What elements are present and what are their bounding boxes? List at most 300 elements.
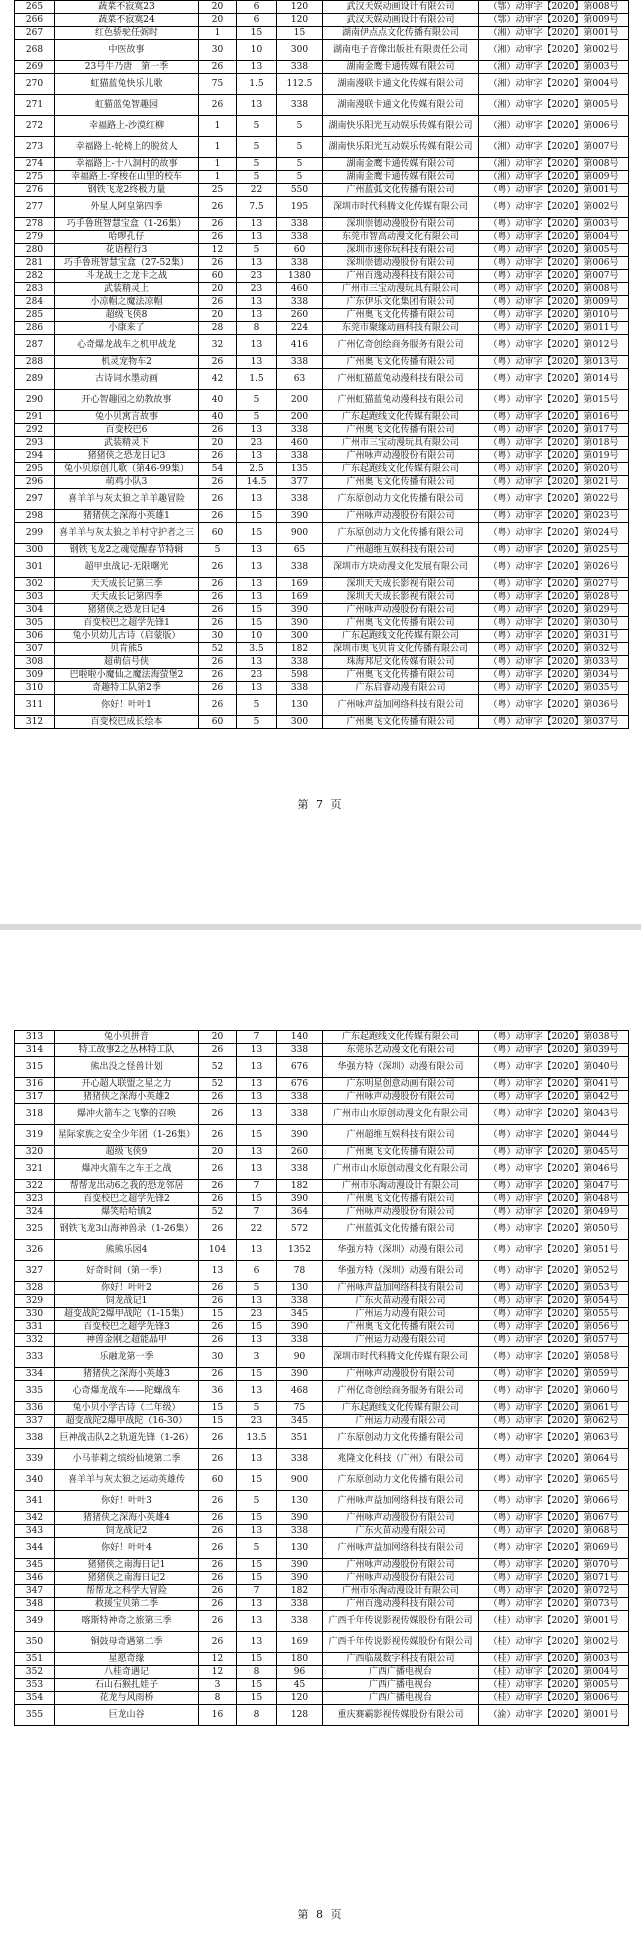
- table-row: [15, 1415, 629, 1428]
- cell-num: 269: [15, 61, 55, 74]
- cell-approval: （湘）动审字【2020】第009号: [479, 171, 629, 184]
- cell-episodes: 26: [199, 1428, 237, 1449]
- cell-producer: 广州咏声动漫股份有限公司: [323, 1572, 479, 1585]
- cell-title: 你好！叶叶3: [55, 1491, 199, 1512]
- cell-producer: 广州市乐淘动漫设计有限公司: [323, 1585, 479, 1598]
- cell-num: 314: [15, 1044, 55, 1057]
- cell-approval: （粤）动审字【2020】第024号: [479, 523, 629, 544]
- cell-title: 小康来了: [55, 322, 199, 335]
- cell-approval: （粤）动审字【2020】第036号: [479, 695, 629, 716]
- cell-minutes: 13: [237, 335, 277, 356]
- cell-approval: （粤）动审字【2020】第057号: [479, 1334, 629, 1347]
- cell-num: 284: [15, 296, 55, 309]
- cell-approval: （桂）动审字【2020】第001号: [479, 1611, 629, 1632]
- cell-num: 283: [15, 283, 55, 296]
- table-row: [15, 390, 629, 411]
- cell-title: 开心智趣园之幼教故事: [55, 390, 199, 411]
- table-row: [15, 218, 629, 231]
- cell-minutes: 15: [237, 1692, 277, 1705]
- table-row: [15, 1180, 629, 1193]
- table-row: [15, 510, 629, 523]
- cell-approval: （桂）动审字【2020】第005号: [479, 1679, 629, 1692]
- cell-total: 364: [277, 1206, 323, 1219]
- cell-producer: 广州奥飞文化传播有限公司: [323, 476, 479, 489]
- cell-num: 349: [15, 1611, 55, 1632]
- cell-minutes: 5: [237, 390, 277, 411]
- cell-title: 兔小贝小学古诗（二年级）: [55, 1402, 199, 1415]
- cell-num: 270: [15, 74, 55, 95]
- cell-approval: （粤）动审字【2020】第003号: [479, 218, 629, 231]
- page-separator: [0, 924, 641, 930]
- cell-minutes: 8: [237, 1666, 277, 1679]
- cell-episodes: 75: [199, 74, 237, 95]
- cell-episodes: 20: [199, 1, 237, 14]
- cell-total: 390: [277, 1572, 323, 1585]
- cell-episodes: 26: [199, 617, 237, 630]
- cell-num: 350: [15, 1632, 55, 1653]
- cell-producer: 广东起跑线文化传媒有限公司: [323, 1402, 479, 1415]
- cell-minutes: 13: [237, 424, 277, 437]
- cell-num: 333: [15, 1347, 55, 1368]
- table-row: [15, 617, 629, 630]
- table-row: [15, 1282, 629, 1295]
- cell-producer: 广州运力动漫有限公司: [323, 1334, 479, 1347]
- cell-approval: （粤）动审字【2020】第009号: [479, 296, 629, 309]
- cell-producer: 湖南金鹰卡通传媒有限公司: [323, 158, 479, 171]
- cell-num: 305: [15, 617, 55, 630]
- cell-minutes: 13: [237, 489, 277, 510]
- cell-minutes: 5: [237, 1282, 277, 1295]
- cell-num: 310: [15, 682, 55, 695]
- cell-approval: （粤）动审字【2020】第055号: [479, 1308, 629, 1321]
- cell-producer: 深圳崇德动漫股份有限公司: [323, 218, 479, 231]
- cell-minutes: 8: [237, 1705, 277, 1726]
- cell-episodes: 26: [199, 1180, 237, 1193]
- cell-producer: 湖南漫联卡通文化传媒有限公司: [323, 74, 479, 95]
- cell-total: 130: [277, 695, 323, 716]
- cell-approval: （粤）动审字【2020】第071号: [479, 1572, 629, 1585]
- cell-producer: 广东原创动力文化传播有限公司: [323, 489, 479, 510]
- cell-approval: （粤）动审字【2020】第042号: [479, 1091, 629, 1104]
- cell-minutes: 13: [237, 591, 277, 604]
- page-number: 第 8 页: [297, 1908, 344, 1921]
- cell-approval: （湘）动审字【2020】第005号: [479, 95, 629, 116]
- cell-minutes: 15: [237, 617, 277, 630]
- cell-num: 342: [15, 1512, 55, 1525]
- cell-episodes: 20: [199, 309, 237, 322]
- cell-minutes: 13: [237, 1525, 277, 1538]
- cell-episodes: 30: [199, 1347, 237, 1368]
- cell-num: 282: [15, 270, 55, 283]
- cell-minutes: 15: [237, 1470, 277, 1491]
- cell-approval: （粤）动审字【2020】第044号: [479, 1125, 629, 1146]
- cell-title: 猪猪侠之深海小英雄4: [55, 1512, 199, 1525]
- table-row: [15, 1679, 629, 1692]
- cell-approval: （粤）动审字【2020】第038号: [479, 1031, 629, 1044]
- cell-title: 喜羊羊与灰太狼之羊羊趣冒险: [55, 489, 199, 510]
- cell-num: 272: [15, 116, 55, 137]
- cell-producer: 广州运力动漫有限公司: [323, 1415, 479, 1428]
- cell-producer: 东莞市智高动漫文化有限公司: [323, 231, 479, 244]
- cell-producer: 华强方特（深圳）动漫有限公司: [323, 1261, 479, 1282]
- cell-episodes: 25: [199, 184, 237, 197]
- cell-num: 323: [15, 1193, 55, 1206]
- cell-total: 5: [277, 171, 323, 184]
- cell-title: 猪猪侠之深海小英雄2: [55, 1091, 199, 1104]
- cell-title: 天天成长记第四季: [55, 591, 199, 604]
- cell-producer: 广州市乐淘动漫设计有限公司: [323, 1180, 479, 1193]
- cell-total: 338: [277, 450, 323, 463]
- cell-minutes: 13: [237, 557, 277, 578]
- cell-minutes: 13: [237, 95, 277, 116]
- cell-num: 295: [15, 463, 55, 476]
- cell-approval: （粤）动审字【2020】第063号: [479, 1428, 629, 1449]
- cell-minutes: 13: [237, 309, 277, 322]
- cell-num: 280: [15, 244, 55, 257]
- cell-episodes: 26: [199, 656, 237, 669]
- cell-title: 钢铁飞龙3山海神兽录（1-26集）: [55, 1219, 199, 1240]
- cell-minutes: 13: [237, 578, 277, 591]
- cell-title: 超级飞侠9: [55, 1146, 199, 1159]
- cell-approval: （湘）动审字【2020】第004号: [479, 74, 629, 95]
- cell-total: 63: [277, 369, 323, 390]
- cell-minutes: 7: [237, 1585, 277, 1598]
- cell-episodes: 26: [199, 231, 237, 244]
- cell-total: 338: [277, 656, 323, 669]
- cell-minutes: 13.5: [237, 1428, 277, 1449]
- table-row: [15, 656, 629, 669]
- cell-total: 345: [277, 1308, 323, 1321]
- cell-num: 278: [15, 218, 55, 231]
- cell-total: 5: [277, 116, 323, 137]
- cell-title: 猪猪侠之恐龙日记4: [55, 604, 199, 617]
- cell-minutes: 13: [237, 218, 277, 231]
- cell-title: 八桂奇遇记: [55, 1666, 199, 1679]
- cell-minutes: 15: [237, 1512, 277, 1525]
- cell-title: 蔬菜不寂寞24: [55, 14, 199, 27]
- cell-total: 300: [277, 40, 323, 61]
- cell-producer: 广州奥飞文化传播有限公司: [323, 716, 479, 729]
- cell-producer: 广州奥飞文化传播有限公司: [323, 669, 479, 682]
- cell-minutes: 15: [237, 523, 277, 544]
- cell-episodes: 52: [199, 1057, 237, 1078]
- table-row: [15, 1428, 629, 1449]
- table-row: [15, 437, 629, 450]
- cell-episodes: 26: [199, 296, 237, 309]
- table-row: [15, 184, 629, 197]
- cell-approval: （粤）动审字【2020】第029号: [479, 604, 629, 617]
- cell-title: 超变战陀2爆甲战陀（1-15集）: [55, 1308, 199, 1321]
- cell-producer: 广西千年传说影视传媒股份有限公司: [323, 1632, 479, 1653]
- cell-approval: （粤）动审字【2020】第035号: [479, 682, 629, 695]
- cell-episodes: 26: [199, 1598, 237, 1611]
- cell-approval: （湘）动审字【2020】第008号: [479, 158, 629, 171]
- cell-title: 乐融龙第一季: [55, 1347, 199, 1368]
- cell-episodes: 32: [199, 335, 237, 356]
- cell-num: 353: [15, 1679, 55, 1692]
- cell-total: 338: [277, 1159, 323, 1180]
- cell-num: 343: [15, 1525, 55, 1538]
- table-row: [15, 1091, 629, 1104]
- table-row: [15, 1538, 629, 1559]
- cell-minutes: 5: [237, 244, 277, 257]
- cell-minutes: 5: [237, 171, 277, 184]
- cell-approval: （湘）动审字【2020】第001号: [479, 27, 629, 40]
- table-row: [15, 197, 629, 218]
- cell-total: 224: [277, 322, 323, 335]
- table-row: [15, 1057, 629, 1078]
- table-row: [15, 1347, 629, 1368]
- cell-approval: （粤）动审字【2020】第050号: [479, 1219, 629, 1240]
- cell-title: 帮帮龙之科学大冒险: [55, 1585, 199, 1598]
- cell-minutes: 5: [237, 137, 277, 158]
- cell-minutes: 1.5: [237, 369, 277, 390]
- cell-approval: （桂）动审字【2020】第002号: [479, 1632, 629, 1653]
- cell-producer: 广州咏声益加网络科技有限公司: [323, 695, 479, 716]
- cell-producer: 湖南快乐阳光互动娱乐传媒有限公司: [323, 116, 479, 137]
- cell-minutes: 23: [237, 437, 277, 450]
- cell-episodes: 26: [199, 591, 237, 604]
- cell-title: 钢铁飞龙2之魂觉醒春节特辑: [55, 544, 199, 557]
- cell-total: 1352: [277, 1240, 323, 1261]
- cell-num: 288: [15, 356, 55, 369]
- table-row: [15, 630, 629, 643]
- cell-producer: 广州咏声益加网络科技有限公司: [323, 1282, 479, 1295]
- cell-total: 338: [277, 257, 323, 270]
- table-row: [15, 604, 629, 617]
- cell-title: 石山石猴扎娃子: [55, 1679, 199, 1692]
- cell-producer: 湖南电子音像出版社有限责任公司: [323, 40, 479, 61]
- cell-producer: 广东明星创意动画有限公司: [323, 1078, 479, 1091]
- cell-minutes: 15: [237, 1572, 277, 1585]
- cell-episodes: 26: [199, 1282, 237, 1295]
- table-row: [15, 1559, 629, 1572]
- cell-approval: （粤）动审字【2020】第046号: [479, 1159, 629, 1180]
- table-row: [15, 463, 629, 476]
- cell-num: 294: [15, 450, 55, 463]
- cell-producer: 广州咏声动漫股份有限公司: [323, 1368, 479, 1381]
- cell-approval: （粤）动审字【2020】第032号: [479, 643, 629, 656]
- table-row: [15, 682, 629, 695]
- cell-total: 390: [277, 1368, 323, 1381]
- table-row: [15, 1666, 629, 1679]
- cell-producer: 广州奥飞文化传播有限公司: [323, 356, 479, 369]
- cell-episodes: 26: [199, 682, 237, 695]
- cell-total: 900: [277, 1470, 323, 1491]
- cell-total: 338: [277, 95, 323, 116]
- cell-total: 1380: [277, 270, 323, 283]
- cell-producer: 广州蓝弧文化传播有限公司: [323, 1219, 479, 1240]
- cell-producer: 广西临晟数字科技有限公司: [323, 1653, 479, 1666]
- cell-approval: （粤）动审字【2020】第016号: [479, 411, 629, 424]
- cell-minutes: 23: [237, 1415, 277, 1428]
- table-row: [15, 1240, 629, 1261]
- cell-total: 338: [277, 1091, 323, 1104]
- cell-approval: （桂）动审字【2020】第004号: [479, 1666, 629, 1679]
- cell-total: 120: [277, 14, 323, 27]
- cell-total: 345: [277, 1415, 323, 1428]
- table-row: [15, 643, 629, 656]
- cell-total: 96: [277, 1666, 323, 1679]
- cell-episodes: 30: [199, 630, 237, 643]
- table-row: [15, 1368, 629, 1381]
- cell-episodes: 1: [199, 171, 237, 184]
- cell-approval: （粤）动审字【2020】第020号: [479, 463, 629, 476]
- cell-total: 130: [277, 1491, 323, 1512]
- cell-num: 281: [15, 257, 55, 270]
- cell-num: 308: [15, 656, 55, 669]
- cell-approval: （粤）动审字【2020】第070号: [479, 1559, 629, 1572]
- table-row: [15, 95, 629, 116]
- cell-num: 329: [15, 1295, 55, 1308]
- cell-approval: （粤）动审字【2020】第041号: [479, 1078, 629, 1091]
- table-row: [15, 27, 629, 40]
- table-row: [15, 40, 629, 61]
- cell-minutes: 7.5: [237, 197, 277, 218]
- cell-episodes: 26: [199, 356, 237, 369]
- cell-episodes: 12: [199, 1666, 237, 1679]
- cell-minutes: 10: [237, 40, 277, 61]
- cell-producer: 广东火苗动漫有限公司: [323, 1295, 479, 1308]
- cell-producer: 广州咏声益加网络科技有限公司: [323, 1538, 479, 1559]
- cell-num: 341: [15, 1491, 55, 1512]
- table-row: [15, 231, 629, 244]
- cell-episodes: 26: [199, 1091, 237, 1104]
- cell-num: 273: [15, 137, 55, 158]
- cell-approval: （粤）动审字【2020】第067号: [479, 1512, 629, 1525]
- cell-approval: （粤）动审字【2020】第068号: [479, 1525, 629, 1538]
- cell-producer: 广东伊乐文化集团有限公司: [323, 296, 479, 309]
- cell-approval: （桂）动审字【2020】第006号: [479, 1692, 629, 1705]
- table-row: [15, 523, 629, 544]
- table-row: [15, 1146, 629, 1159]
- cell-episodes: 20: [199, 1146, 237, 1159]
- cell-approval: （粤）动审字【2020】第025号: [479, 544, 629, 557]
- cell-total: 338: [277, 1044, 323, 1057]
- cell-approval: （粤）动审字【2020】第054号: [479, 1295, 629, 1308]
- cell-producer: 广州市山水原创动漫文化有限公司: [323, 1104, 479, 1125]
- cell-episodes: 42: [199, 369, 237, 390]
- table-row: [15, 1692, 629, 1705]
- cell-num: 318: [15, 1104, 55, 1125]
- cell-num: 291: [15, 411, 55, 424]
- cell-num: 320: [15, 1146, 55, 1159]
- cell-minutes: 13: [237, 296, 277, 309]
- cell-total: 75: [277, 1402, 323, 1415]
- cell-episodes: 26: [199, 1104, 237, 1125]
- cell-title: 花龙与风雨桥: [55, 1692, 199, 1705]
- cell-minutes: 2.5: [237, 463, 277, 476]
- table-row: [15, 1159, 629, 1180]
- cell-num: 279: [15, 231, 55, 244]
- cell-episodes: 26: [199, 1125, 237, 1146]
- cell-approval: （粤）动审字【2020】第065号: [479, 1470, 629, 1491]
- table-row: [15, 578, 629, 591]
- table-row: [15, 1219, 629, 1240]
- cell-episodes: 26: [199, 95, 237, 116]
- cell-approval: （粤）动审字【2020】第069号: [479, 1538, 629, 1559]
- cell-approval: （粤）动审字【2020】第048号: [479, 1193, 629, 1206]
- cell-total: 338: [277, 1598, 323, 1611]
- cell-approval: （粤）动审字【2020】第014号: [479, 369, 629, 390]
- cell-total: 182: [277, 1180, 323, 1193]
- cell-approval: （粤）动审字【2020】第026号: [479, 557, 629, 578]
- cell-approval: （粤）动审字【2020】第030号: [479, 617, 629, 630]
- cell-num: 326: [15, 1240, 55, 1261]
- cell-approval: （粤）动审字【2020】第004号: [479, 231, 629, 244]
- cell-total: 120: [277, 1692, 323, 1705]
- cell-title: 超级飞侠8: [55, 309, 199, 322]
- cell-title: 熊熊乐园4: [55, 1240, 199, 1261]
- table-row: [15, 61, 629, 74]
- cell-num: 348: [15, 1598, 55, 1611]
- table-row: [15, 476, 629, 489]
- cell-minutes: 13: [237, 231, 277, 244]
- table-row: [15, 1295, 629, 1308]
- cell-num: 325: [15, 1219, 55, 1240]
- cell-title: 爆冲火箭车之飞擎的召唤: [55, 1104, 199, 1125]
- cell-approval: （粤）动审字【2020】第040号: [479, 1057, 629, 1078]
- cell-title: 百变校巴之超学先锋3: [55, 1321, 199, 1334]
- cell-producer: 珠海邦尼文化传媒有限公司: [323, 656, 479, 669]
- cell-producer: 广州虹猫蓝兔动漫科技有限公司: [323, 390, 479, 411]
- cell-episodes: 28: [199, 322, 237, 335]
- cell-minutes: 13: [237, 1057, 277, 1078]
- cell-producer: 东莞市聚缘动画科技有限公司: [323, 322, 479, 335]
- cell-approval: （粤）动审字【2020】第066号: [479, 1491, 629, 1512]
- cell-title: 幸福路上-沙漠红柳: [55, 116, 199, 137]
- table-row: [15, 1125, 629, 1146]
- cell-num: 292: [15, 424, 55, 437]
- cell-num: 336: [15, 1402, 55, 1415]
- cell-total: 130: [277, 1538, 323, 1559]
- cell-producer: 广州咏声动漫股份有限公司: [323, 450, 479, 463]
- cell-total: 390: [277, 1125, 323, 1146]
- cell-minutes: 14.5: [237, 476, 277, 489]
- cell-num: 355: [15, 1705, 55, 1726]
- cell-episodes: 60: [199, 1470, 237, 1491]
- cell-episodes: 26: [199, 218, 237, 231]
- cell-total: 338: [277, 424, 323, 437]
- cell-producer: 深圳市方块动漫文化发展有限公司: [323, 557, 479, 578]
- cell-approval: （粤）动审字【2020】第052号: [479, 1261, 629, 1282]
- cell-total: 338: [277, 1104, 323, 1125]
- cell-num: 335: [15, 1381, 55, 1402]
- cell-title: 你好！叶叶4: [55, 1538, 199, 1559]
- cell-minutes: 15: [237, 1193, 277, 1206]
- cell-producer: 广东起跑线文化传媒有限公司: [323, 630, 479, 643]
- cell-total: 338: [277, 1449, 323, 1470]
- cell-episodes: 1: [199, 116, 237, 137]
- cell-title: 武装精灵上: [55, 283, 199, 296]
- table-row: [15, 1261, 629, 1282]
- cell-minutes: 23: [237, 1308, 277, 1321]
- cell-title: 心奇爆龙战车之机甲战龙: [55, 335, 199, 356]
- cell-total: 5: [277, 158, 323, 171]
- record-table-page-7: [14, 0, 629, 729]
- cell-approval: （粤）动审字【2020】第049号: [479, 1206, 629, 1219]
- cell-total: 78: [277, 1261, 323, 1282]
- cell-episodes: 1: [199, 27, 237, 40]
- cell-producer: 深圳崇德动漫股份有限公司: [323, 257, 479, 270]
- cell-total: 300: [277, 630, 323, 643]
- cell-episodes: 15: [199, 1402, 237, 1415]
- table-row: [15, 1381, 629, 1402]
- cell-title: 哈啰孔仔: [55, 231, 199, 244]
- cell-minutes: 13: [237, 450, 277, 463]
- cell-title: 中医故事: [55, 40, 199, 61]
- cell-num: 277: [15, 197, 55, 218]
